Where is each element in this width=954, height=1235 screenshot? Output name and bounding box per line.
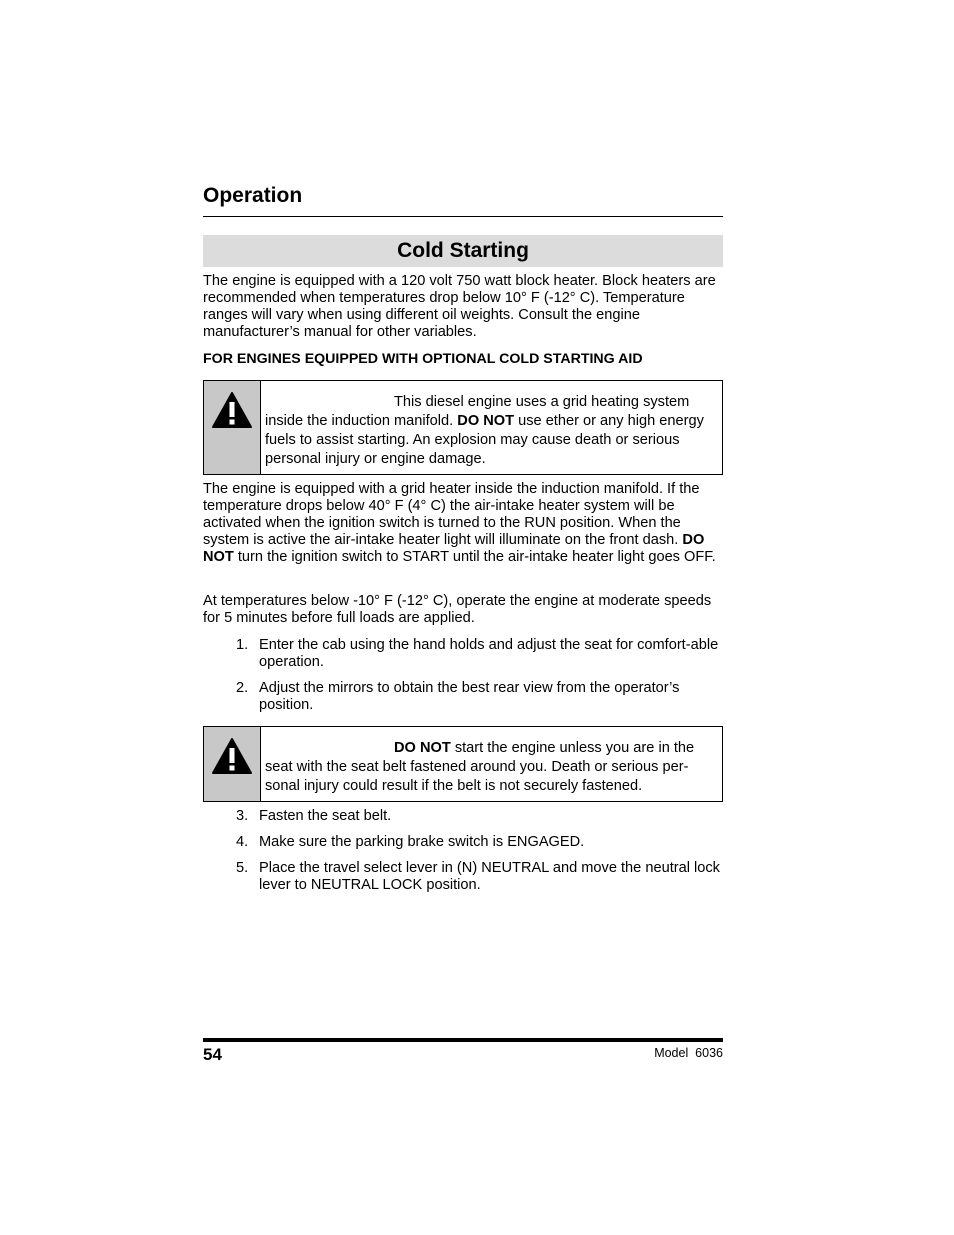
warning-box-2 <box>203 726 723 802</box>
warning-emphasis: DO NOT <box>457 413 515 429</box>
subheading: FOR ENGINES EQUIPPED WITH OPTIONAL COLD STARTING AID <box>203 351 643 367</box>
warning-box-1 <box>203 380 723 475</box>
list-item: 5. Place the travel select lever in (N) NEUTRAL and move the neutral lock lever to NEUTRAL LOCK position. <box>236 860 720 893</box>
list-item: 3. Fasten the seat belt. <box>236 808 392 824</box>
warning-text: This diesel engine uses a grid heating system inside the induction manifold. DO NOT use ether or any high energy fuels to assist starting. An explosion may cause death or serious personal injury or engine damage. <box>265 394 704 467</box>
section-title: Operation <box>203 184 303 207</box>
warning-triangle-icon <box>211 737 253 775</box>
header-rule <box>203 216 723 217</box>
steps-list-2 <box>236 808 724 903</box>
warning-emphasis: DO NOT <box>394 740 451 756</box>
warning-icon-panel <box>204 727 261 801</box>
steps-list-1 <box>236 637 724 723</box>
footer-rule <box>203 1038 723 1042</box>
warning-text: DO NOT start the engine unless you are in the seat with the seat belt fastened around you. Death or serious per-sonal injury could result if the belt is not securely fastened. <box>265 740 695 794</box>
grid-heater-paragraph: The engine is equipped with a grid heater inside the induction manifold. If the temperature drops below 40° F (4° C) the air-intake heater system will be activated when the ignition switch is turned to the RUN position. When the system is active the air-intake heater light will illuminate on the front dash. DO NOT turn the ignition switch to START until the air-intake heater light goes OFF. <box>203 481 716 565</box>
intro-paragraph: The engine is equipped with a 120 volt 750 watt block heater. Block heaters are recommended when temperatures drop below 10° F (-12° C). Temperature ranges will vary when using different oil weights. Consult the engine manufacturer’s manual for other variables. <box>203 273 716 340</box>
model-label: Model 6036 <box>654 1046 723 1060</box>
warning-triangle-icon <box>211 391 253 429</box>
list-item: 2. Adjust the mirrors to obtain the best rear view from the operator’s position. <box>236 680 680 713</box>
emphasis-text: DO NOT <box>203 532 705 565</box>
warning-icon-panel <box>204 381 261 474</box>
page-title: Cold Starting <box>203 235 723 267</box>
list-item: 4. Make sure the parking brake switch is ENGAGED. <box>236 834 585 850</box>
temperature-paragraph: At temperatures below -10° F (-12° C), operate the engine at moderate speeds for 5 minutes before full loads are applied. <box>203 593 712 626</box>
list-item: 1. Enter the cab using the hand holds and adjust the seat for comfort-able operation. <box>236 637 719 670</box>
page-number: 54 <box>203 1045 222 1064</box>
